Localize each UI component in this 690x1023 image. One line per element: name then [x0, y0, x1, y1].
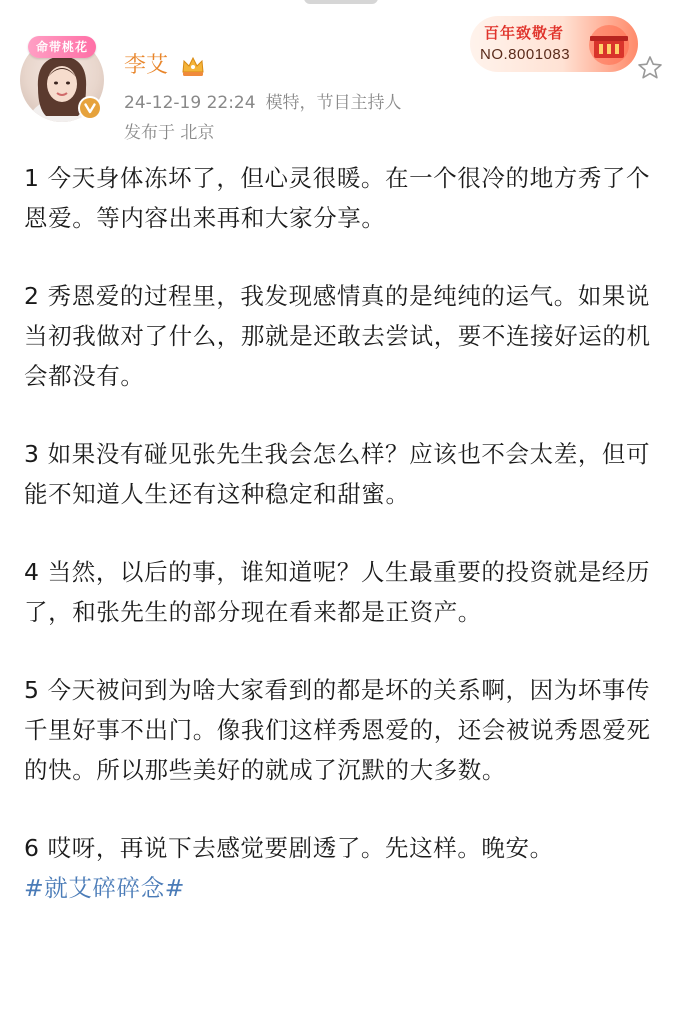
author-occupation: 模特，节目主持人 — [265, 93, 402, 113]
hashtag-link[interactable]: #就艾碎碎念# — [24, 874, 186, 902]
verified-badge-icon — [78, 96, 102, 120]
badge-emblem-icon — [584, 22, 634, 68]
author-name[interactable]: 李艾 — [124, 53, 169, 78]
avatar-frame-label: 命带桃花 — [28, 36, 96, 58]
post-body — [24, 158, 668, 908]
badge-number: NO.8001083 — [480, 46, 571, 63]
post-paragraph: 4 当然，以后的事，谁知道呢？人生最重要的投资就是经历了，和张先生的部分现在看来都是正资产。 — [24, 558, 651, 626]
post-header — [0, 0, 690, 150]
post-paragraph: 5 今天被问到为啥大家看到的都是坏的关系啊，因为坏事传千里好事不出门。像我们这样秀恩爱的，还会被说秀恩爱死的快。所以那些美好的就成了沉默的大多数。 — [24, 676, 651, 784]
post-paragraph: 1 今天身体冻坏了，但心灵很暖。在一个很冷的地方秀了个恩爱。等内容出来再和大家分享。 — [24, 164, 651, 232]
post-paragraph: 2 秀恩爱的过程里，我发现感情真的是纯纯的运气。如果说当初我做对了什么，那就是还敢去尝试，要不连接好运的机会都没有。 — [24, 282, 651, 390]
post-meta — [124, 92, 402, 114]
favorite-star-icon[interactable] — [636, 54, 664, 82]
avatar[interactable] — [20, 38, 104, 122]
post-paragraph: 3 如果没有碰见张先生我会怎么样？应该也不会太差，但可能不知道人生还有这种稳定和甜蜜。 — [24, 440, 651, 508]
post-timestamp: 24-12-19 22:24 — [124, 93, 256, 113]
post-paragraph: 6 哎呀，再说下去感觉要剧透了。先这样。晚安。 — [24, 834, 554, 862]
badge-title: 百年致敬者 — [484, 24, 565, 42]
fan-badge[interactable] — [470, 16, 638, 72]
post-location: 发布于 北京 — [124, 123, 215, 143]
crown-icon — [180, 54, 206, 78]
